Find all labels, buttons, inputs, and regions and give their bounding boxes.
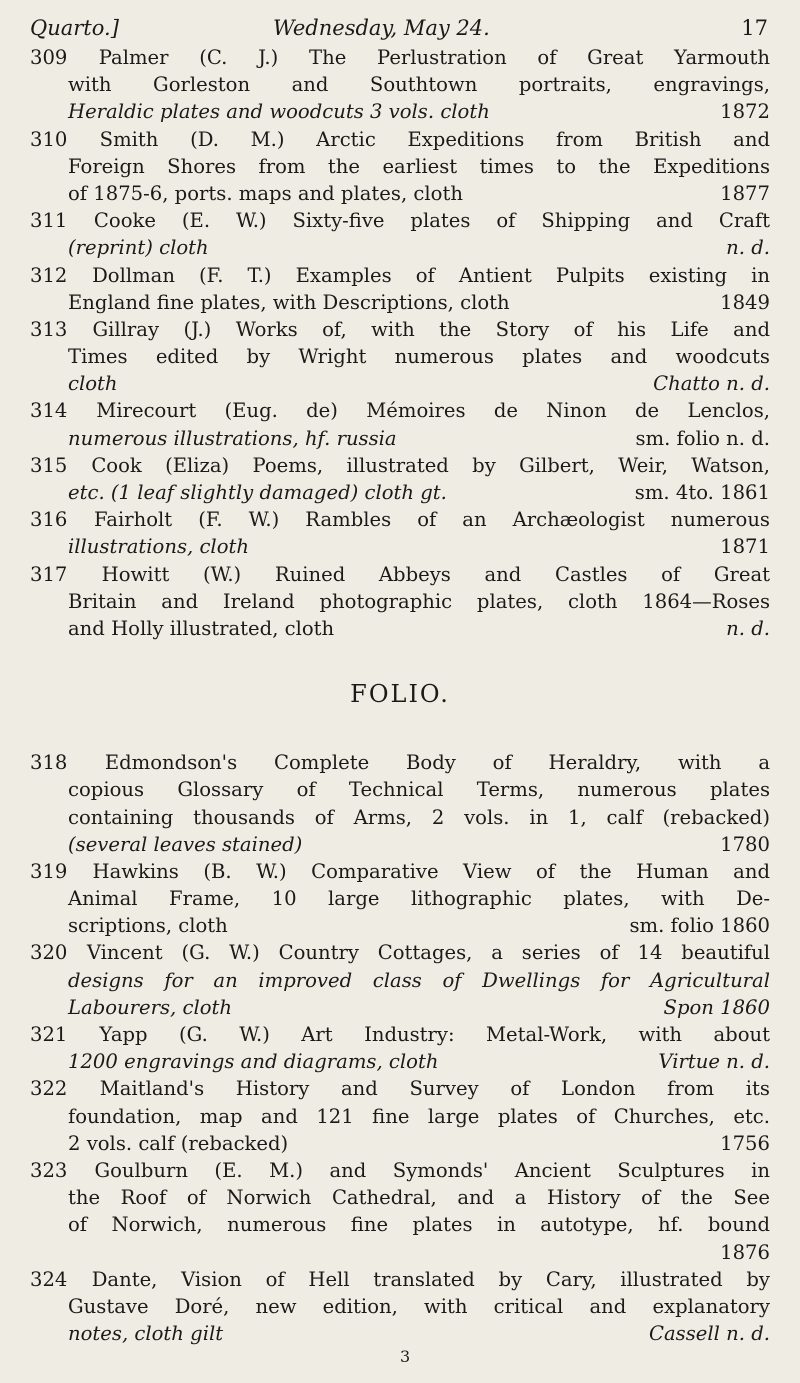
lot-number: 322 — [30, 1077, 68, 1101]
entry-line: Yapp (G. W.) Art Industry: Metal-Work, with about — [99, 1023, 770, 1046]
entry-line: Edmondson's Complete Body of Heraldry, with a — [104, 751, 770, 775]
lot-entry — [30, 939, 770, 1021]
entry-date: 1872 — [720, 100, 770, 124]
entry-line: England fine plates, with Descriptions, cloth — [68, 290, 510, 314]
entry-line: notes, cloth gilt — [68, 1322, 224, 1346]
entry-line: Animal Frame, 10 large lithographic plates, with De- — [68, 887, 770, 911]
lot-entry — [30, 452, 770, 506]
entry-line: Vincent (G. W.) Country Cottages, a series of 14 beautiful — [86, 941, 770, 965]
entry-line: Gillray (J.) Works of, with the Story of his Life and — [92, 317, 770, 341]
entry-line: Labourers, cloth — [68, 995, 233, 1019]
entry-date: 1871 — [720, 535, 770, 559]
entry-line: Smith (D. M.) Arctic Expeditions from British and — [99, 127, 770, 151]
entry-line: the Roof of Norwich Cathedral, and a History of the See — [68, 1186, 770, 1210]
entry-format: sm. folio 1860 — [629, 914, 770, 938]
entry-date: n. d. — [726, 616, 770, 640]
entry-publisher: Spon 1860 — [663, 995, 770, 1019]
lot-number: 316 — [30, 508, 68, 532]
entry-line: 1200 engravings and diagrams, cloth — [68, 1050, 439, 1074]
entry-line: copious Glossary of Technical Terms, numerous plates — [68, 778, 770, 802]
entry-line: Hawkins (B. W.) Comparative View of the Human and — [92, 859, 770, 883]
entry-format: sm. 4to. 1861 — [634, 481, 770, 504]
lot-number: 313 — [30, 317, 68, 341]
entry-line: Maitland's History and Survey of London from its — [99, 1077, 770, 1101]
entry-line: numerous illustrations, hf. russia — [68, 426, 397, 450]
entry-date: 1756 — [720, 1131, 770, 1155]
entry-line: Cooke (E. W.) Sixty-five plates of Shipping and Craft — [93, 209, 770, 233]
entry-line: Britain and Ireland photographic plates, cloth 1864—Roses — [68, 589, 770, 613]
lot-entry — [30, 1075, 770, 1157]
entry-line: Foreign Shores from the earliest times to the Expeditions — [68, 154, 770, 178]
lot-number: 323 — [30, 1158, 68, 1182]
lot-number: 311 — [30, 209, 68, 233]
entry-line: Palmer (C. J.) The Perlustration of Great Yarmouth — [98, 46, 770, 69]
lot-entry — [30, 1157, 770, 1266]
entry-line: Times edited by Wright numerous plates and woodcuts — [68, 345, 770, 369]
entry-line: Heraldic plates and woodcuts 3 vols. cloth — [68, 100, 490, 124]
lot-number: 312 — [30, 263, 68, 287]
entry-line: of 1875-6, ports. maps and plates, cloth — [68, 181, 463, 205]
lot-number: 318 — [30, 751, 68, 775]
lot-entry — [30, 561, 770, 643]
entry-line: cloth — [68, 372, 118, 396]
lot-number: 324 — [30, 1267, 68, 1291]
entry-date: 1876 — [720, 1240, 770, 1264]
lot-number: 315 — [30, 453, 68, 477]
header-date: Wednesday, May 24. — [273, 16, 490, 40]
entry-line: Cook (Eliza) Poems, illustrated by Gilbert, Weir, Watson, — [91, 453, 770, 477]
entry-line: Howitt (W.) Ruined Abbeys and Castles of Great — [101, 562, 770, 586]
lot-entry — [30, 126, 770, 208]
signature-mark: 3 — [400, 1347, 411, 1367]
entry-format: sm. folio n. d. — [635, 426, 770, 450]
entry-line: illustrations, cloth — [68, 535, 249, 559]
entry-line: and Holly illustrated, cloth — [68, 616, 335, 640]
lot-entry — [30, 207, 770, 261]
header-format: Quarto.] — [30, 16, 119, 40]
catalogue-entries — [30, 44, 770, 1374]
entry-date: 1877 — [720, 181, 770, 205]
lot-entry — [30, 397, 770, 451]
entry-line: scriptions, cloth — [68, 914, 228, 938]
entry-line: of Norwich, numerous fine plates in autotype, hf. bound — [68, 1213, 770, 1237]
lot-number: 317 — [30, 562, 68, 586]
lot-number: 319 — [30, 859, 68, 883]
entry-line: Fairholt (F. W.) Rambles of an Archæologist numerous — [94, 508, 770, 532]
lot-number: 310 — [30, 127, 68, 151]
lot-number: 321 — [30, 1023, 68, 1046]
entry-line: Dante, Vision of Hell translated by Cary, illustrated by — [91, 1267, 770, 1291]
lot-number: 309 — [30, 46, 68, 69]
entry-line: with Gorleston and Southtown portraits, engravings, — [68, 73, 770, 97]
lot-entry — [30, 749, 770, 858]
section-heading: FOLIO. — [350, 680, 450, 709]
lot-entry — [30, 44, 770, 126]
entry-line: (reprint) cloth — [68, 236, 209, 260]
entry-publisher: Virtue n. d. — [658, 1050, 770, 1074]
entry-publisher: Cassell n. d. — [649, 1322, 770, 1346]
entry-line: Dollman (F. T.) Examples of Antient Pulpits existing in — [92, 263, 770, 287]
page-number: 17 — [741, 16, 768, 40]
entry-publisher: Chatto n. d. — [653, 372, 770, 396]
page-header — [30, 11, 768, 45]
entry-date: n. d. — [726, 236, 770, 260]
entry-line: containing thousands of Arms, 2 vols. in 1, calf (rebacked) — [68, 805, 770, 829]
entry-line: etc. (1 leaf slightly damaged) cloth gt. — [68, 481, 447, 504]
entry-line: foundation, map and 121 fine large plates of Churches, etc. — [68, 1104, 770, 1128]
entry-line: Mirecourt (Eug. de) Mémoires de Ninon de Lenclos, — [96, 399, 770, 423]
entry-date: 1780 — [720, 832, 770, 856]
entry-line: designs for an improved class of Dwellings for Agricultural — [68, 968, 770, 992]
entry-line: Goulburn (E. M.) and Symonds' Ancient Sculptures in — [94, 1158, 771, 1182]
lot-number: 314 — [30, 399, 68, 423]
entry-line: Gustave Doré, new edition, with critical and explanatory — [68, 1294, 770, 1318]
lot-entry — [30, 1266, 770, 1348]
lot-number: 320 — [30, 941, 68, 965]
entry-line: 2 vols. calf (rebacked) — [68, 1131, 289, 1155]
lot-entry — [30, 858, 770, 940]
lot-entry — [30, 262, 770, 316]
lot-entry — [30, 506, 770, 560]
lot-entry — [30, 1021, 770, 1075]
entry-line: (several leaves stained) — [68, 832, 303, 856]
entry-date: 1849 — [720, 290, 770, 314]
lot-entry — [30, 316, 770, 398]
